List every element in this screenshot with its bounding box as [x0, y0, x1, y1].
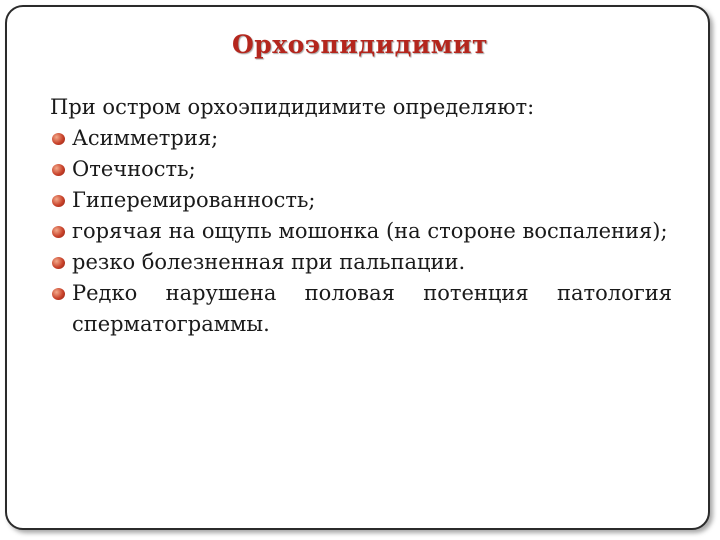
list-item	[50, 247, 672, 278]
list-item	[50, 123, 672, 154]
intro-text: При остром орхоэпидидимите определяют:	[50, 95, 535, 119]
round-bullet-icon	[52, 226, 65, 238]
list-item	[50, 185, 672, 216]
list-item-text: Редко нарушена половая потенция патология сперматограммы.	[72, 281, 672, 336]
round-bullet-icon	[52, 257, 65, 269]
round-bullet-icon	[52, 288, 65, 300]
bullet-list	[50, 123, 672, 340]
list-item-text: резко болезненная при пальпации.	[72, 250, 466, 274]
round-bullet-icon	[52, 133, 65, 145]
list-item	[50, 278, 672, 340]
list-item-text: Гиперемированность;	[72, 188, 316, 212]
round-bullet-icon	[52, 164, 65, 176]
list-item	[50, 216, 672, 247]
slide-body	[50, 92, 672, 340]
list-item-text: горячая на ощупь мошонка (на стороне воспаления);	[72, 219, 668, 243]
list-item	[50, 154, 672, 185]
list-item-text: Асимметрия;	[72, 126, 219, 150]
round-bullet-icon	[52, 195, 65, 207]
slide-title: Орхоэпидидимит	[231, 30, 489, 59]
list-item-text: Отечность;	[72, 157, 196, 181]
